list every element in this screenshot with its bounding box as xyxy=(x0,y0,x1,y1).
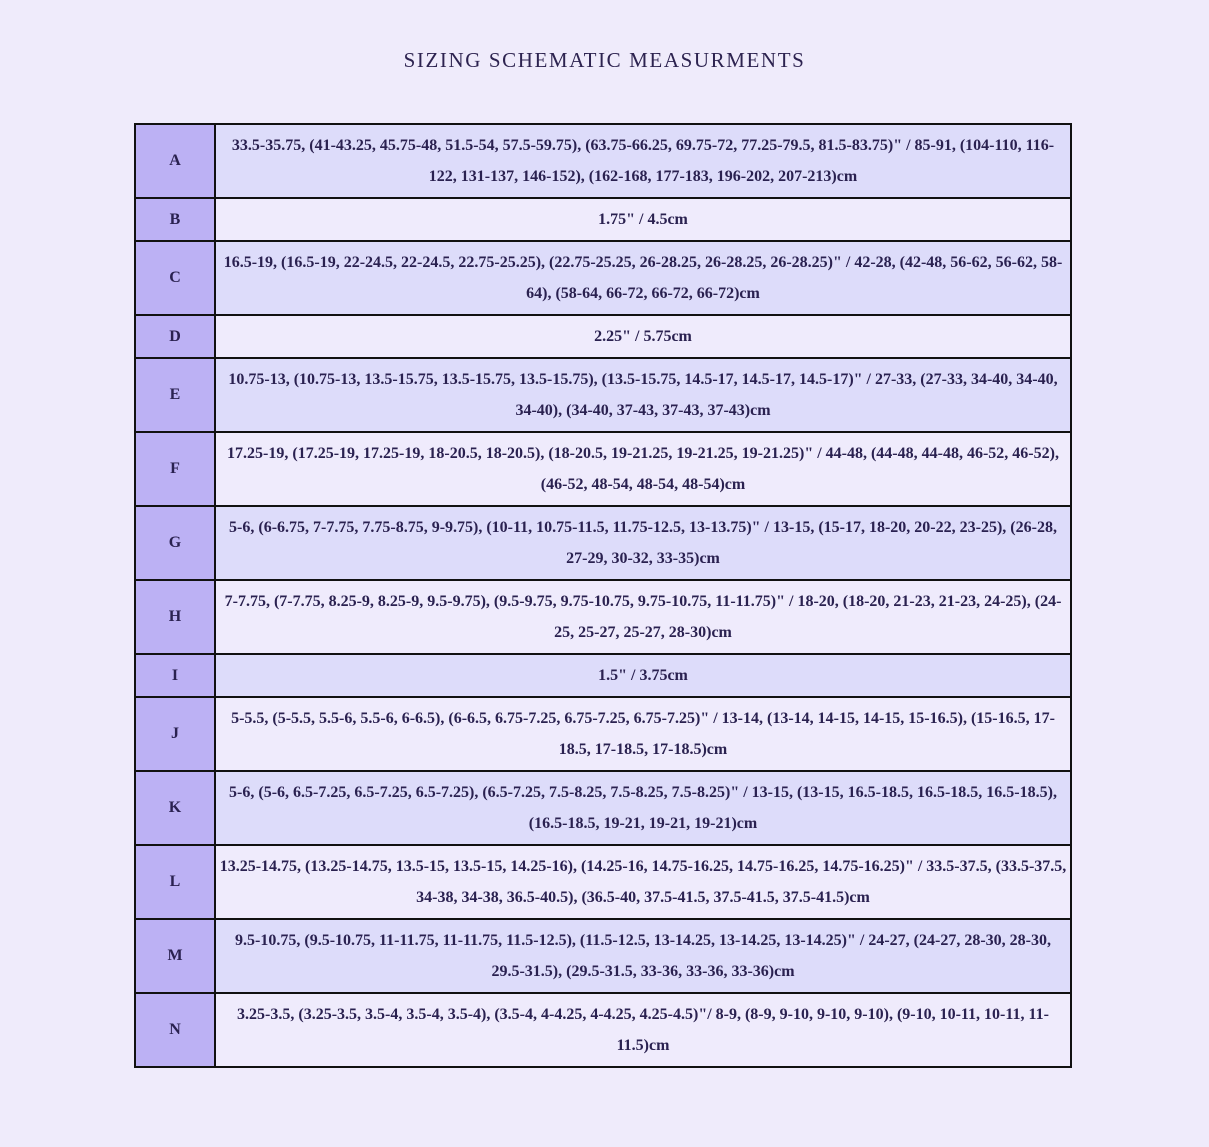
table-row xyxy=(135,124,1071,198)
measurement-label: L xyxy=(135,845,215,919)
measurement-value: 10.75-13, (10.75-13, 13.5-15.75, 13.5-15.75, 13.5-15.75), (13.5-15.75, 14.5-17, 14.5-17, 14.5-17)" / 27-33, (27-33, 34-40, 34-40, 34-40), (34-40, 37-43, 37-43, 37-43)cm xyxy=(215,358,1071,432)
table-row xyxy=(135,198,1071,241)
table-row xyxy=(135,241,1071,315)
table-row xyxy=(135,432,1071,506)
measurement-label: C xyxy=(135,241,215,315)
measurement-value: 3.25-3.5, (3.25-3.5, 3.5-4, 3.5-4, 3.5-4), (3.5-4, 4-4.25, 4-4.25, 4.25-4.5)"/ 8-9, (8-9, 9-10, 9-10, 9-10), (9-10, 10-11, 10-11, 11-11.5)cm xyxy=(215,993,1071,1067)
measurement-label: G xyxy=(135,506,215,580)
table-row xyxy=(135,358,1071,432)
table-row xyxy=(135,845,1071,919)
table-row xyxy=(135,771,1071,845)
measurement-label: H xyxy=(135,580,215,654)
measurement-label: M xyxy=(135,919,215,993)
table-row xyxy=(135,654,1071,697)
table-row xyxy=(135,506,1071,580)
table-row xyxy=(135,580,1071,654)
table-row xyxy=(135,919,1071,993)
table-row xyxy=(135,315,1071,358)
measurement-value: 5-6, (5-6, 6.5-7.25, 6.5-7.25, 6.5-7.25), (6.5-7.25, 7.5-8.25, 7.5-8.25, 7.5-8.25)" / 13-15, (13-15, 16.5-18.5, 16.5-18.5, 16.5-18.5), (16.5-18.5, 19-21, 19-21, 19-21)cm xyxy=(215,771,1071,845)
measurement-value: 1.5" / 3.75cm xyxy=(215,654,1071,697)
page-bottom-edge xyxy=(0,1134,1209,1147)
measurement-value: 13.25-14.75, (13.25-14.75, 13.5-15, 13.5-15, 14.25-16), (14.25-16, 14.75-16.25, 14.75-16.25, 14.75-16.25)" / 33.5-37.5, (33.5-37.5, 34-38, 34-38, 36.5-40.5), (36.5-40, 37.5-41.5, 37.5-41.5, 37.5-41.5)cm xyxy=(215,845,1071,919)
measurement-value: 2.25" / 5.75cm xyxy=(215,315,1071,358)
measurement-value: 33.5-35.75, (41-43.25, 45.75-48, 51.5-54, 57.5-59.75), (63.75-66.25, 69.75-72, 77.25-79.5, 81.5-83.75)" / 85-91, (104-110, 116-122, 131-137, 146-152), (162-168, 177-183, 196-202, 207-213)cm xyxy=(215,124,1071,198)
measurement-label: J xyxy=(135,697,215,771)
measurement-label: K xyxy=(135,771,215,845)
measurement-value: 16.5-19, (16.5-19, 22-24.5, 22-24.5, 22.75-25.25), (22.75-25.25, 26-28.25, 26-28.25, 26-28.25)" / 42-28, (42-48, 56-62, 56-62, 58-64), (58-64, 66-72, 66-72, 66-72)cm xyxy=(215,241,1071,315)
measurement-value: 9.5-10.75, (9.5-10.75, 11-11.75, 11-11.75, 11.5-12.5), (11.5-12.5, 13-14.25, 13-14.25, 13-14.25)" / 24-27, (24-27, 28-30, 28-30, 29.5-31.5), (29.5-31.5, 33-36, 33-36, 33-36)cm xyxy=(215,919,1071,993)
page-title: SIZING SCHEMATIC MEASURMENTS xyxy=(403,48,806,72)
table-row xyxy=(135,993,1071,1067)
measurement-label: E xyxy=(135,358,215,432)
sizing-table xyxy=(134,123,1072,1068)
measurement-value: 17.25-19, (17.25-19, 17.25-19, 18-20.5, 18-20.5), (18-20.5, 19-21.25, 19-21.25, 19-21.25)" / 44-48, (44-48, 44-48, 46-52, 46-52), (46-52, 48-54, 48-54, 48-54)cm xyxy=(215,432,1071,506)
measurement-label: F xyxy=(135,432,215,506)
measurement-value: 5-5.5, (5-5.5, 5.5-6, 5.5-6, 6-6.5), (6-6.5, 6.75-7.25, 6.75-7.25, 6.75-7.25)" / 13-14, (13-14, 14-15, 14-15, 15-16.5), (15-16.5, 17-18.5, 17-18.5, 17-18.5)cm xyxy=(215,697,1071,771)
measurement-value: 5-6, (6-6.75, 7-7.75, 7.75-8.75, 9-9.75), (10-11, 10.75-11.5, 11.75-12.5, 13-13.75)" / 13-15, (15-17, 18-20, 20-22, 23-25), (26-28, 27-29, 30-32, 33-35)cm xyxy=(215,506,1071,580)
measurement-value: 7-7.75, (7-7.75, 8.25-9, 8.25-9, 9.5-9.75), (9.5-9.75, 9.75-10.75, 9.75-10.75, 11-11.75)" / 18-20, (18-20, 21-23, 21-23, 24-25), (24-25, 25-27, 25-27, 28-30)cm xyxy=(215,580,1071,654)
measurement-label: A xyxy=(135,124,215,198)
measurement-value: 1.75" / 4.5cm xyxy=(215,198,1071,241)
measurement-label: N xyxy=(135,993,215,1067)
measurement-label: I xyxy=(135,654,215,697)
table-row xyxy=(135,697,1071,771)
measurement-label: D xyxy=(135,315,215,358)
measurement-label: B xyxy=(135,198,215,241)
